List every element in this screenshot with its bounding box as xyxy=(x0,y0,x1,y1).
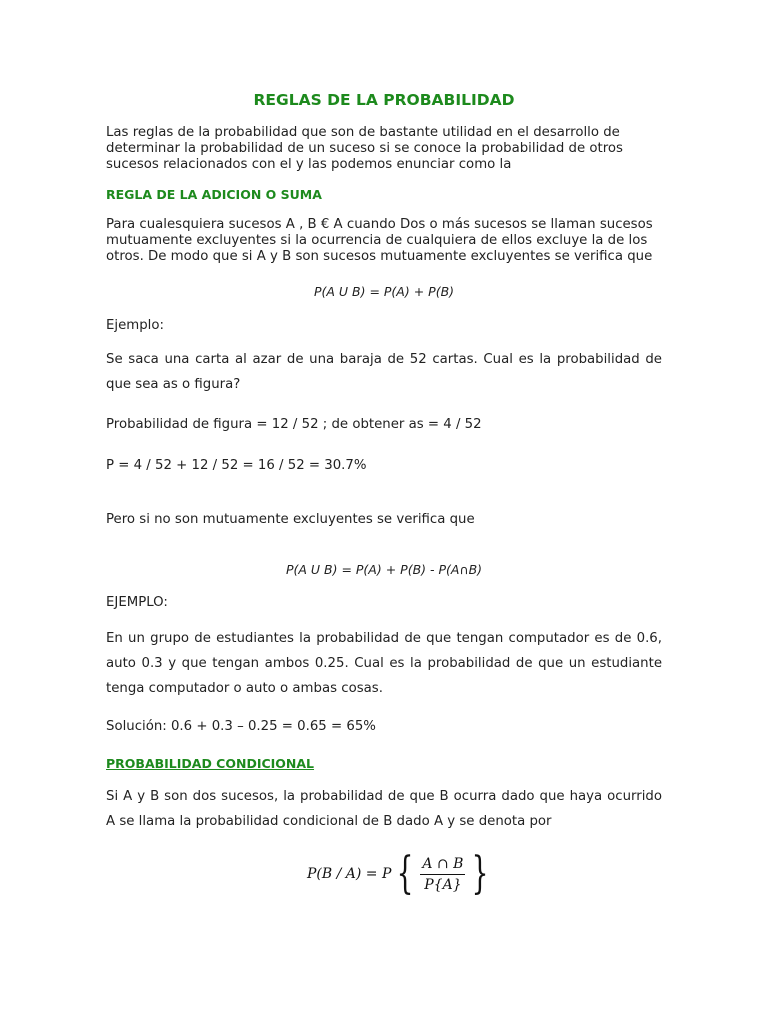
formula-numerator: A ∩ B xyxy=(420,856,465,875)
right-brace: } xyxy=(472,848,489,899)
page-title: REGLAS DE LA PROBABILIDAD xyxy=(253,91,515,109)
non-exclusive-formula: P(A U B) = P(A) + P(B) - P(A∩B) xyxy=(285,562,483,577)
probability-line: Probabilidad de figura = 12 / 52 ; de obtener as = 4 / 52 xyxy=(106,417,482,432)
left-brace: { xyxy=(397,848,414,899)
result-line: P = 4 / 52 + 12 / 52 = 16 / 52 = 30.7% xyxy=(106,458,367,473)
formula-lhs: P(B / A) = P xyxy=(307,866,392,882)
formula-fraction xyxy=(420,856,465,893)
conditional-paragraph: Si A y B son dos sucesos, la probabilidad de que B ocurra dado que haya ocurrido A se llama la probabilidad condicional de B dado A y se denota por xyxy=(106,789,662,829)
formula-denominator: P{A} xyxy=(424,876,462,893)
conditional-formula xyxy=(307,848,494,899)
example-label: Ejemplo: xyxy=(106,318,164,333)
addition-formula: P(A U B) = P(A) + P(B) xyxy=(313,284,455,299)
section-heading-addition: REGLA DE LA ADICION O SUMA xyxy=(106,187,322,202)
example-text: Se saca una carta al azar de una baraja de 52 cartas. Cual es la probabilidad de que sea as o figura? xyxy=(106,352,662,392)
example2-text: En un grupo de estudiantes la probabilidad de que tengan computador es de 0.6, auto 0.3 y que tengan ambos 0.25. Cual es la probabilidad de que un estudiante tenga computador o auto o ambas cosas. xyxy=(106,631,662,696)
section-heading-conditional: PROBABILIDAD CONDICIONAL xyxy=(106,756,315,771)
intro-paragraph: Las reglas de la probabilidad que son de bastante utilidad en el desarrollo de determinar la probabilidad de un suceso si se conoce la probabilidad de otros sucesos relacionados con el y las podemos enunciar como la xyxy=(106,125,623,172)
non-exclusive-paragraph: Pero si no son mutuamente excluyentes se verifica que xyxy=(106,512,475,527)
example2-label: EJEMPLO: xyxy=(106,595,168,610)
addition-paragraph: Para cualesquiera sucesos A , B € A cuando Dos o más sucesos se llaman sucesos mutuamente excluyentes si la ocurrencia de cualquiera de ellos excluye la de los otros. De modo que si A y B son sucesos mutuamente excluyentes se verifica que xyxy=(106,217,653,264)
solution-line: Solución: 0.6 + 0.3 – 0.25 = 0.65 = 65% xyxy=(106,719,376,734)
